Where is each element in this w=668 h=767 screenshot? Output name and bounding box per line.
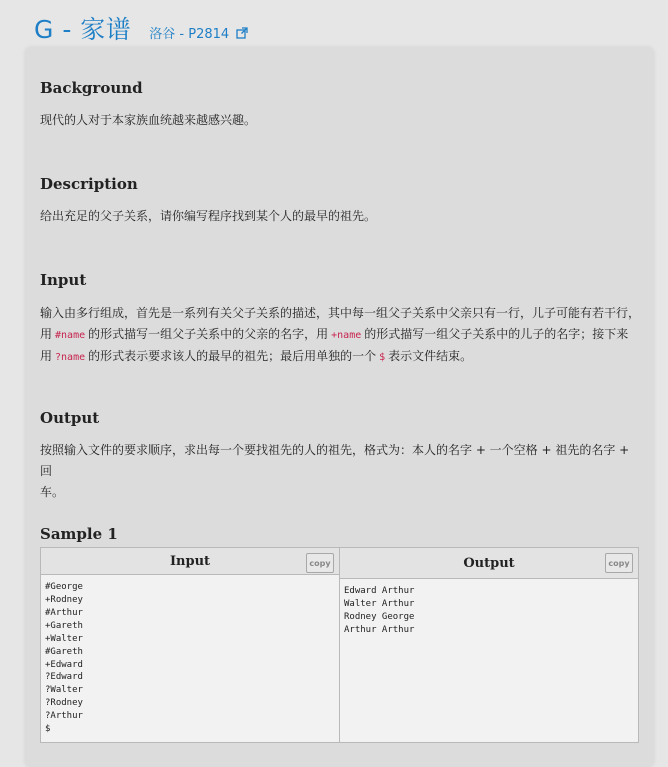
sample-output-header xyxy=(340,548,638,579)
sample-input-column xyxy=(41,548,339,742)
source-link[interactable] xyxy=(149,23,248,42)
sample-output-column xyxy=(339,548,638,742)
input-line-2 xyxy=(40,324,640,346)
page-header xyxy=(34,10,248,46)
input-text-fragment: 的形式描写一组父子关系中的儿子的名字；接下来 xyxy=(364,327,629,341)
sample-heading: Sample 1 xyxy=(40,525,118,543)
input-text-fragment: 的形式描写一组父子关系中的父亲的名字，用 xyxy=(88,327,329,341)
copy-output-button[interactable]: copy xyxy=(605,553,633,573)
description-text: 给出充足的父子关系，请你编写程序找到某个人的最早的祖先。 xyxy=(40,209,377,223)
inline-code-end: $ xyxy=(379,352,386,363)
sample-output-label: Output xyxy=(463,555,515,571)
sample-input-header xyxy=(41,548,339,575)
inline-code-son: +name xyxy=(331,330,362,341)
background-text: 现代的人对于本家族血统越来越感兴趣。 xyxy=(40,113,257,127)
input-text-fragment: 用 xyxy=(40,349,53,363)
inline-code-father: #name xyxy=(55,330,86,341)
output-text xyxy=(40,440,640,503)
input-text-fragment: 表示文件结束。 xyxy=(388,349,473,363)
input-line-3 xyxy=(40,346,640,368)
background-heading: Background xyxy=(40,79,143,97)
output-line-1: 按照输入文件的要求顺序，求出每一个要找祖先的人的祖先，格式为：本人的名字 + 一个空格 + 祖先的名字 + 回 xyxy=(40,443,630,478)
input-heading: Input xyxy=(40,271,87,289)
problem-panel xyxy=(25,47,654,767)
inline-code-query: ?name xyxy=(55,352,86,363)
output-line-2: 车。 xyxy=(40,485,65,499)
sample-table xyxy=(40,547,639,743)
source-link-label: 洛谷 - P2814 xyxy=(149,27,230,42)
input-line-1: 输入由多行组成，首先是一系列有关父子关系的描述，其中每一组父子关系中父亲只有一行，儿子可能有若干行， xyxy=(40,306,641,320)
sample-input-label: Input xyxy=(169,553,211,569)
sample-output-text[interactable]: Edward Arthur Walter Arthur Rodney George Arthur Arthur xyxy=(344,586,415,635)
external-link-icon xyxy=(236,27,248,39)
copy-input-button[interactable]: copy xyxy=(306,553,334,573)
problem-title: G - 家谱 xyxy=(34,15,132,44)
output-heading: Output xyxy=(40,409,100,427)
input-text-fragment: 的形式表示要求该人的最早的祖先；最后用单独的一个 xyxy=(88,349,377,363)
sample-input-text[interactable]: #George +Rodney #Arthur +Gareth +Walter #Gareth +Edward ?Edward ?Walter ?Rodney ?Arthur $ xyxy=(45,582,83,735)
description-heading: Description xyxy=(40,175,138,193)
input-text xyxy=(40,303,640,368)
input-text-fragment: 用 xyxy=(40,327,53,341)
